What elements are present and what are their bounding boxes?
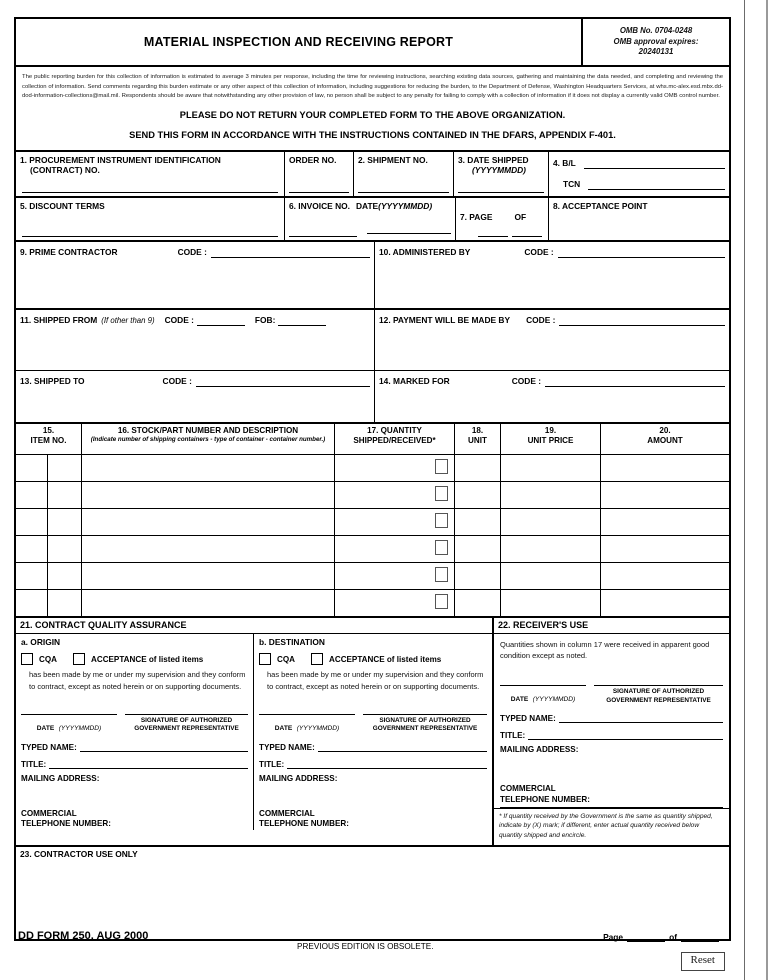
destination-sig-label-1: SIGNATURE OF AUTHORIZED (379, 716, 471, 724)
destination-checkbox-row (259, 653, 487, 665)
destination-phone-label-2: TELEPHONE NUMBER: (259, 819, 349, 829)
cell-amount[interactable] (600, 563, 729, 589)
receiver-typed-name-row[interactable] (500, 711, 723, 723)
origin-acceptance-label: ACCEPTANCE of listed items (91, 654, 204, 664)
dd-form-250-page (14, 17, 731, 941)
block-5-label: 5. DISCOUNT TERMS (20, 200, 105, 211)
cell-quantity[interactable] (334, 563, 454, 589)
receiver-sig-label-1: SIGNATURE OF AUTHORIZED (612, 688, 705, 696)
block-11-code-label: CODE : (164, 315, 194, 326)
receiver-date-field[interactable] (500, 685, 586, 706)
cell-item-no[interactable] (16, 536, 47, 562)
origin-body-text: has been made by me or under my supervision and they conform to contract, except as noted herein or on supporting documents. (29, 670, 246, 691)
receiver-mailing-address-label: MAILING ADDRESS: (500, 745, 579, 755)
burden-statement-section (16, 65, 729, 150)
receiver-phone-label-1: COMMERCIAL (500, 784, 556, 794)
destination-heading: b. DESTINATION (259, 636, 325, 647)
origin-acceptance-checkbox[interactable] (73, 653, 85, 665)
quantity-checkbox[interactable] (435, 459, 448, 474)
row-blocks-5-8 (16, 196, 729, 240)
origin-title-input[interactable] (49, 757, 248, 769)
form-header (16, 19, 729, 65)
receiver-title-input[interactable] (528, 728, 723, 740)
receiver-sig-gap (586, 685, 594, 706)
cell-description[interactable] (81, 590, 334, 616)
block-21-columns (16, 634, 492, 830)
col-header-item-no (16, 424, 81, 454)
destination-cqa-label: CQA (277, 654, 295, 664)
destination-mailing-address-input[interactable] (259, 783, 487, 809)
destination-cqa-checkbox[interactable] (259, 653, 271, 665)
block-22-body (494, 634, 729, 808)
cell-item-no[interactable] (16, 509, 47, 535)
origin-typed-name-input[interactable] (80, 740, 248, 752)
destination-phone-label-1: COMMERCIAL (259, 808, 315, 818)
block-3-label: 3. DATE SHIPPED (458, 154, 529, 165)
block-13-code-input-rule[interactable] (196, 374, 370, 387)
form-id-label: DD FORM 250, AUG 2000 (18, 930, 149, 942)
origin-cqa-label: CQA (39, 654, 57, 664)
origin-date-field[interactable] (21, 714, 117, 735)
row-blocks-9-10 (16, 240, 729, 308)
origin-cqa-checkbox[interactable] (21, 653, 33, 665)
return-notice (22, 109, 723, 147)
destination-mailing-address-label: MAILING ADDRESS: (259, 773, 338, 783)
cell-unit[interactable] (454, 563, 500, 589)
cell-item-sub-no[interactable] (47, 563, 81, 589)
destination-title-label: TITLE: (259, 759, 285, 769)
block-8-acceptance-point[interactable] (548, 198, 729, 240)
block-1-input-rule[interactable] (22, 192, 278, 193)
origin-date-format: (YYYYMMDD) (58, 724, 102, 732)
footer-of-label: of (669, 932, 677, 942)
block-12-payment-will-be-made-by[interactable] (374, 310, 729, 370)
origin-sig-label-2: GOVERNMENT REPRESENTATIVE (134, 725, 239, 733)
row-blocks-13-14 (16, 370, 729, 422)
table-row[interactable] (16, 536, 729, 563)
origin-phone-label-1: COMMERCIAL (21, 808, 77, 818)
cell-amount[interactable] (600, 590, 729, 616)
block-8-label: 8. ACCEPTANCE POINT (553, 200, 648, 211)
origin-checkbox-row (21, 653, 248, 665)
cell-item-no[interactable] (16, 455, 47, 481)
destination-typed-name-input[interactable] (318, 740, 487, 752)
omb-expires-date: 20240131 (638, 47, 674, 57)
destination-date-format: (YYYYMMDD) (296, 724, 340, 732)
cell-description[interactable] (81, 509, 334, 535)
block-4-bl-label: 4. B/L (553, 158, 576, 169)
block-9-code-input-rule[interactable] (211, 245, 370, 258)
destination-body-text: has been made by me or under my supervision and they conform to contract, except as noted herein or on supporting documents. (267, 670, 484, 691)
cell-amount[interactable] (600, 455, 729, 481)
block-12-code-input-rule[interactable] (559, 313, 725, 326)
cell-description[interactable] (81, 536, 334, 562)
block-6-invoice-no[interactable] (284, 198, 455, 240)
origin-sig-label-1: SIGNATURE OF AUTHORIZED (140, 716, 233, 724)
cell-item-no[interactable] (16, 563, 47, 589)
line-items-body (16, 455, 729, 616)
block-13-label: 13. SHIPPED TO (20, 376, 85, 387)
col16-label: 16. STOCK/PART NUMBER AND DESCRIPTION (117, 425, 299, 435)
form-footer (14, 930, 731, 976)
reset-button[interactable]: Reset (681, 952, 725, 971)
destination-title-row[interactable] (259, 757, 487, 769)
block-13-code-label: CODE : (162, 376, 192, 387)
cell-quantity[interactable] (334, 509, 454, 535)
col20-num: 20. (659, 425, 671, 435)
order-no-input-rule[interactable] (289, 192, 349, 193)
receiver-title-row[interactable] (500, 728, 723, 740)
destination-signature-row[interactable] (259, 714, 487, 735)
cell-description[interactable] (81, 482, 334, 508)
block-3-date-format: (YYYYMMDD) (472, 165, 526, 176)
previous-edition-label: PREVIOUS EDITION IS OBSOLETE. (297, 942, 434, 951)
block-7-of-input-rule[interactable] (512, 236, 542, 237)
destination-typed-name-row[interactable] (259, 740, 487, 752)
block-7-label: 7. PAGE (460, 211, 493, 222)
block-23-title: 23. CONTRACTOR USE ONLY (20, 849, 138, 860)
col15-label: ITEM NO. (30, 436, 67, 446)
col16-sublabel: (Indicate number of shipping containers - type of container - container number.) (90, 436, 326, 444)
col-header-unit (454, 424, 500, 454)
block-1-procurement-instrument[interactable] (16, 152, 284, 196)
col-header-quantity (334, 424, 454, 454)
quantity-checkbox[interactable] (435, 567, 448, 582)
block-23-contractor-use-only[interactable] (16, 845, 729, 939)
cell-unit-price[interactable] (500, 482, 600, 508)
col-header-unit-price (500, 424, 600, 454)
cell-unit[interactable] (454, 536, 500, 562)
block-11-label: 11. SHIPPED FROM (20, 315, 98, 326)
origin-signature-row[interactable] (21, 714, 248, 735)
cell-item-sub-no[interactable] (47, 509, 81, 535)
cell-amount[interactable] (600, 482, 729, 508)
block-21-contract-quality-assurance (16, 618, 494, 845)
origin-phone-label-2: TELEPHONE NUMBER: (21, 819, 111, 829)
origin-title-row[interactable] (21, 757, 248, 769)
col-header-stock-part-number (81, 424, 334, 454)
table-row[interactable] (16, 482, 729, 509)
block-21b-destination (254, 634, 492, 830)
destination-date-label: DATE (274, 724, 293, 732)
table-row[interactable] (16, 563, 729, 590)
footer-page-input[interactable] (627, 930, 665, 942)
destination-acceptance-label: ACCEPTANCE of listed items (329, 654, 442, 664)
row-blocks-11-12 (16, 308, 729, 370)
cell-quantity[interactable] (334, 536, 454, 562)
cell-item-sub-no[interactable] (47, 590, 81, 616)
origin-heading: a. ORIGIN (21, 636, 61, 647)
block-14-marked-for[interactable] (374, 371, 729, 422)
block-7-page-input-rule[interactable] (478, 236, 508, 237)
quantity-checkbox[interactable] (435, 513, 448, 528)
block-22-receivers-use (494, 618, 729, 845)
block-10-label: 10. ADMINISTERED BY (379, 247, 471, 258)
cell-quantity[interactable] (334, 482, 454, 508)
omb-info-cell (583, 19, 729, 65)
origin-typed-name-label: TYPED NAME: (21, 742, 77, 752)
cell-quantity[interactable] (334, 455, 454, 481)
notice-line-1: PLEASE DO NOT RETURN YOUR COMPLETED FORM TO THE ABOVE ORGANIZATION. (179, 109, 566, 120)
cell-unit[interactable] (454, 455, 500, 481)
block-10-code-input-rule[interactable] (558, 245, 725, 258)
block-5-input-rule[interactable] (22, 236, 278, 237)
footer-page-counter[interactable] (603, 930, 723, 942)
block-14-code-label: CODE : (511, 376, 542, 387)
col18-num: 18. (471, 425, 484, 435)
origin-typed-name-row[interactable] (21, 740, 248, 752)
col20-label: AMOUNT (647, 436, 683, 446)
line-items-table (16, 422, 729, 616)
cell-description[interactable] (81, 563, 334, 589)
quantity-checkbox[interactable] (435, 594, 448, 609)
col19-label: UNIT PRICE (527, 436, 574, 446)
block-9-prime-contractor[interactable] (16, 242, 374, 308)
receiver-signature-field[interactable] (594, 685, 723, 706)
cell-unit[interactable] (454, 509, 500, 535)
receiver-title-label: TITLE: (500, 731, 526, 741)
col17-label: 17. QUANTITY (367, 425, 422, 435)
cell-description[interactable] (81, 455, 334, 481)
block-10-administered-by[interactable] (374, 242, 729, 308)
block-2-label: 2. SHIPMENT NO. (358, 154, 428, 165)
block-3-date-shipped[interactable] (453, 152, 548, 196)
cell-unit-price[interactable] (500, 455, 600, 481)
destination-signature-field[interactable] (363, 714, 487, 735)
line-items-header-row (16, 424, 729, 455)
footer-of-input[interactable] (681, 930, 719, 942)
cell-unit[interactable] (454, 482, 500, 508)
block-22-title: 22. RECEIVER'S USE (498, 619, 589, 630)
block-14-code-input-rule[interactable] (545, 374, 725, 387)
cell-item-no[interactable] (16, 482, 47, 508)
quantity-checkbox[interactable] (435, 540, 448, 555)
omb-number: OMB No. 0704-0248 (619, 26, 693, 36)
col18-label: UNIT (468, 436, 487, 446)
receiver-mailing-address-input[interactable] (500, 754, 723, 784)
origin-mailing-address-label: MAILING ADDRESS: (21, 773, 100, 783)
block-9-label: 9. PRIME CONTRACTOR (20, 247, 118, 258)
cell-quantity[interactable] (334, 590, 454, 616)
block-4-bl-tcn[interactable] (548, 152, 729, 196)
block-12-code-label: CODE : (526, 315, 556, 326)
block-11-fob-label: FOB: (254, 315, 276, 326)
block-2-shipment-no[interactable] (353, 152, 453, 196)
cell-unit-price[interactable] (500, 590, 600, 616)
receiver-signature-row[interactable] (500, 685, 723, 706)
block-6-date-format: (YYYYMMDD) (378, 200, 433, 211)
block-22-footnote: * If quantity received by the Government is the same as quantity shipped, indicate by (X) mark; if different, enter actual quantity received below quantity shipped and encircle. (494, 808, 729, 846)
cell-unit[interactable] (454, 590, 500, 616)
table-row[interactable] (16, 455, 729, 482)
cell-amount[interactable] (600, 509, 729, 535)
block-10-code-label: CODE : (524, 247, 554, 258)
destination-typed-name-label: TYPED NAME: (259, 742, 315, 752)
order-no-label: ORDER NO. (289, 154, 337, 165)
cell-unit-price[interactable] (500, 536, 600, 562)
block-6-date-input-rule[interactable] (367, 233, 451, 234)
block-11-fob-input-rule[interactable] (278, 313, 326, 326)
block-21-title-bar (16, 618, 492, 634)
receiver-phone-label-2: TELEPHONE NUMBER: (500, 795, 723, 808)
block-21a-origin (16, 634, 254, 830)
block-22-note: Quantities shown in column 17 were received in apparent good condition except as noted. (500, 639, 710, 661)
block-6-date-label: DATE (355, 200, 379, 211)
viewer-divider-left (744, 0, 745, 980)
destination-sig-gap (355, 714, 363, 735)
origin-title-label: TITLE: (21, 759, 47, 769)
receiver-typed-name-label: TYPED NAME: (500, 714, 556, 724)
cell-item-sub-no[interactable] (47, 455, 81, 481)
footer-page-label: Page (603, 932, 624, 942)
origin-date-label: DATE (36, 724, 55, 732)
receiver-date-label: DATE (510, 696, 529, 704)
block-7-page-of[interactable] (455, 198, 548, 240)
col15-num: 15. (42, 425, 55, 435)
block-1-label-line2: (CONTRACT) NO. (30, 165, 100, 176)
col19-num: 19. (544, 425, 557, 435)
block-22-title-bar (494, 618, 729, 634)
receiver-sig-label-2: GOVERNMENT REPRESENTATIVE (606, 696, 711, 704)
block-7-of-label: OF (514, 211, 527, 222)
section-21-22 (16, 616, 729, 845)
block-1-label-line1: 1. PROCUREMENT INSTRUMENT IDENTIFICATION (20, 154, 221, 165)
block-13-shipped-to[interactable] (16, 371, 374, 422)
burden-statement-text: The public reporting burden for this collection of information is estimated to average 3 minutes per response, including the time for reviewing instructions, searching existing data sources, gathering and maintaining the data needed, and completing and reviewing the collection of information. Send comments regarding this burden estimate or any other aspect of this collection of information, including suggestions for reducing the burden, to the Department of Defense, Washington Headquarters Services, at whs.mc-alex.esd.mbx.dd-dod-information-collections@mail.mil. Respondents should be aware that notwithstanding any other provision of law, no person shall be subject to any penalty for failing to comply with a collection of information if it does not display a currently valid OMB control number. (22, 74, 723, 100)
cell-unit-price[interactable] (500, 563, 600, 589)
block-6-label: 6. INVOICE NO. (289, 200, 350, 211)
block-6-invoice-input-rule[interactable] (289, 236, 357, 237)
block-4-tcn-input-rule[interactable] (588, 176, 725, 190)
block-21-title: 21. CONTRACT QUALITY ASSURANCE (20, 619, 187, 630)
cell-item-no[interactable] (16, 590, 47, 616)
col17-sublabel: SHIPPED/RECEIVED* (353, 436, 436, 446)
block-12-label: 12. PAYMENT WILL BE MADE BY (379, 315, 511, 326)
block-11-note: (If other than 9) (101, 315, 155, 325)
table-row[interactable] (16, 590, 729, 616)
table-row[interactable] (16, 509, 729, 536)
receiver-typed-name-input[interactable] (559, 711, 723, 723)
block-11-shipped-from[interactable] (16, 310, 374, 370)
origin-mailing-address-input[interactable] (21, 783, 248, 809)
page-title: MATERIAL INSPECTION AND RECEIVING REPORT (143, 35, 454, 49)
cell-item-sub-no[interactable] (47, 482, 81, 508)
quantity-checkbox[interactable] (435, 486, 448, 501)
notice-line-2: SEND THIS FORM IN ACCORDANCE WITH THE INSTRUCTIONS CONTAINED IN THE DFARS, APPENDIX F-401. (129, 129, 616, 140)
block-5-discount-terms[interactable] (16, 198, 284, 240)
form-title-cell (16, 19, 583, 65)
block-2-input-rule[interactable] (358, 192, 449, 193)
destination-title-input[interactable] (287, 757, 487, 769)
col-header-amount (600, 424, 729, 454)
destination-sig-label-2: GOVERNMENT REPRESENTATIVE (372, 725, 478, 733)
block-11-code-input-rule[interactable] (197, 313, 245, 326)
row-blocks-1-4 (16, 150, 729, 196)
block-4-tcn-label: TCN (563, 179, 581, 190)
receiver-date-format: (YYYYMMDD) (532, 696, 576, 704)
block-9-code-label: CODE : (177, 247, 207, 258)
destination-acceptance-checkbox[interactable] (311, 653, 323, 665)
block-1-order-no[interactable] (284, 152, 353, 196)
cell-item-sub-no[interactable] (47, 536, 81, 562)
block-14-label: 14. MARKED FOR (379, 376, 450, 387)
block-4-bl-input-rule[interactable] (584, 155, 725, 169)
origin-signature-field[interactable] (125, 714, 248, 735)
cell-amount[interactable] (600, 536, 729, 562)
destination-date-field[interactable] (259, 714, 355, 735)
origin-sig-gap (117, 714, 125, 735)
omb-expires-label: OMB approval expires: (613, 36, 699, 46)
cell-unit-price[interactable] (500, 509, 600, 535)
block-3-input-rule[interactable] (458, 192, 544, 193)
